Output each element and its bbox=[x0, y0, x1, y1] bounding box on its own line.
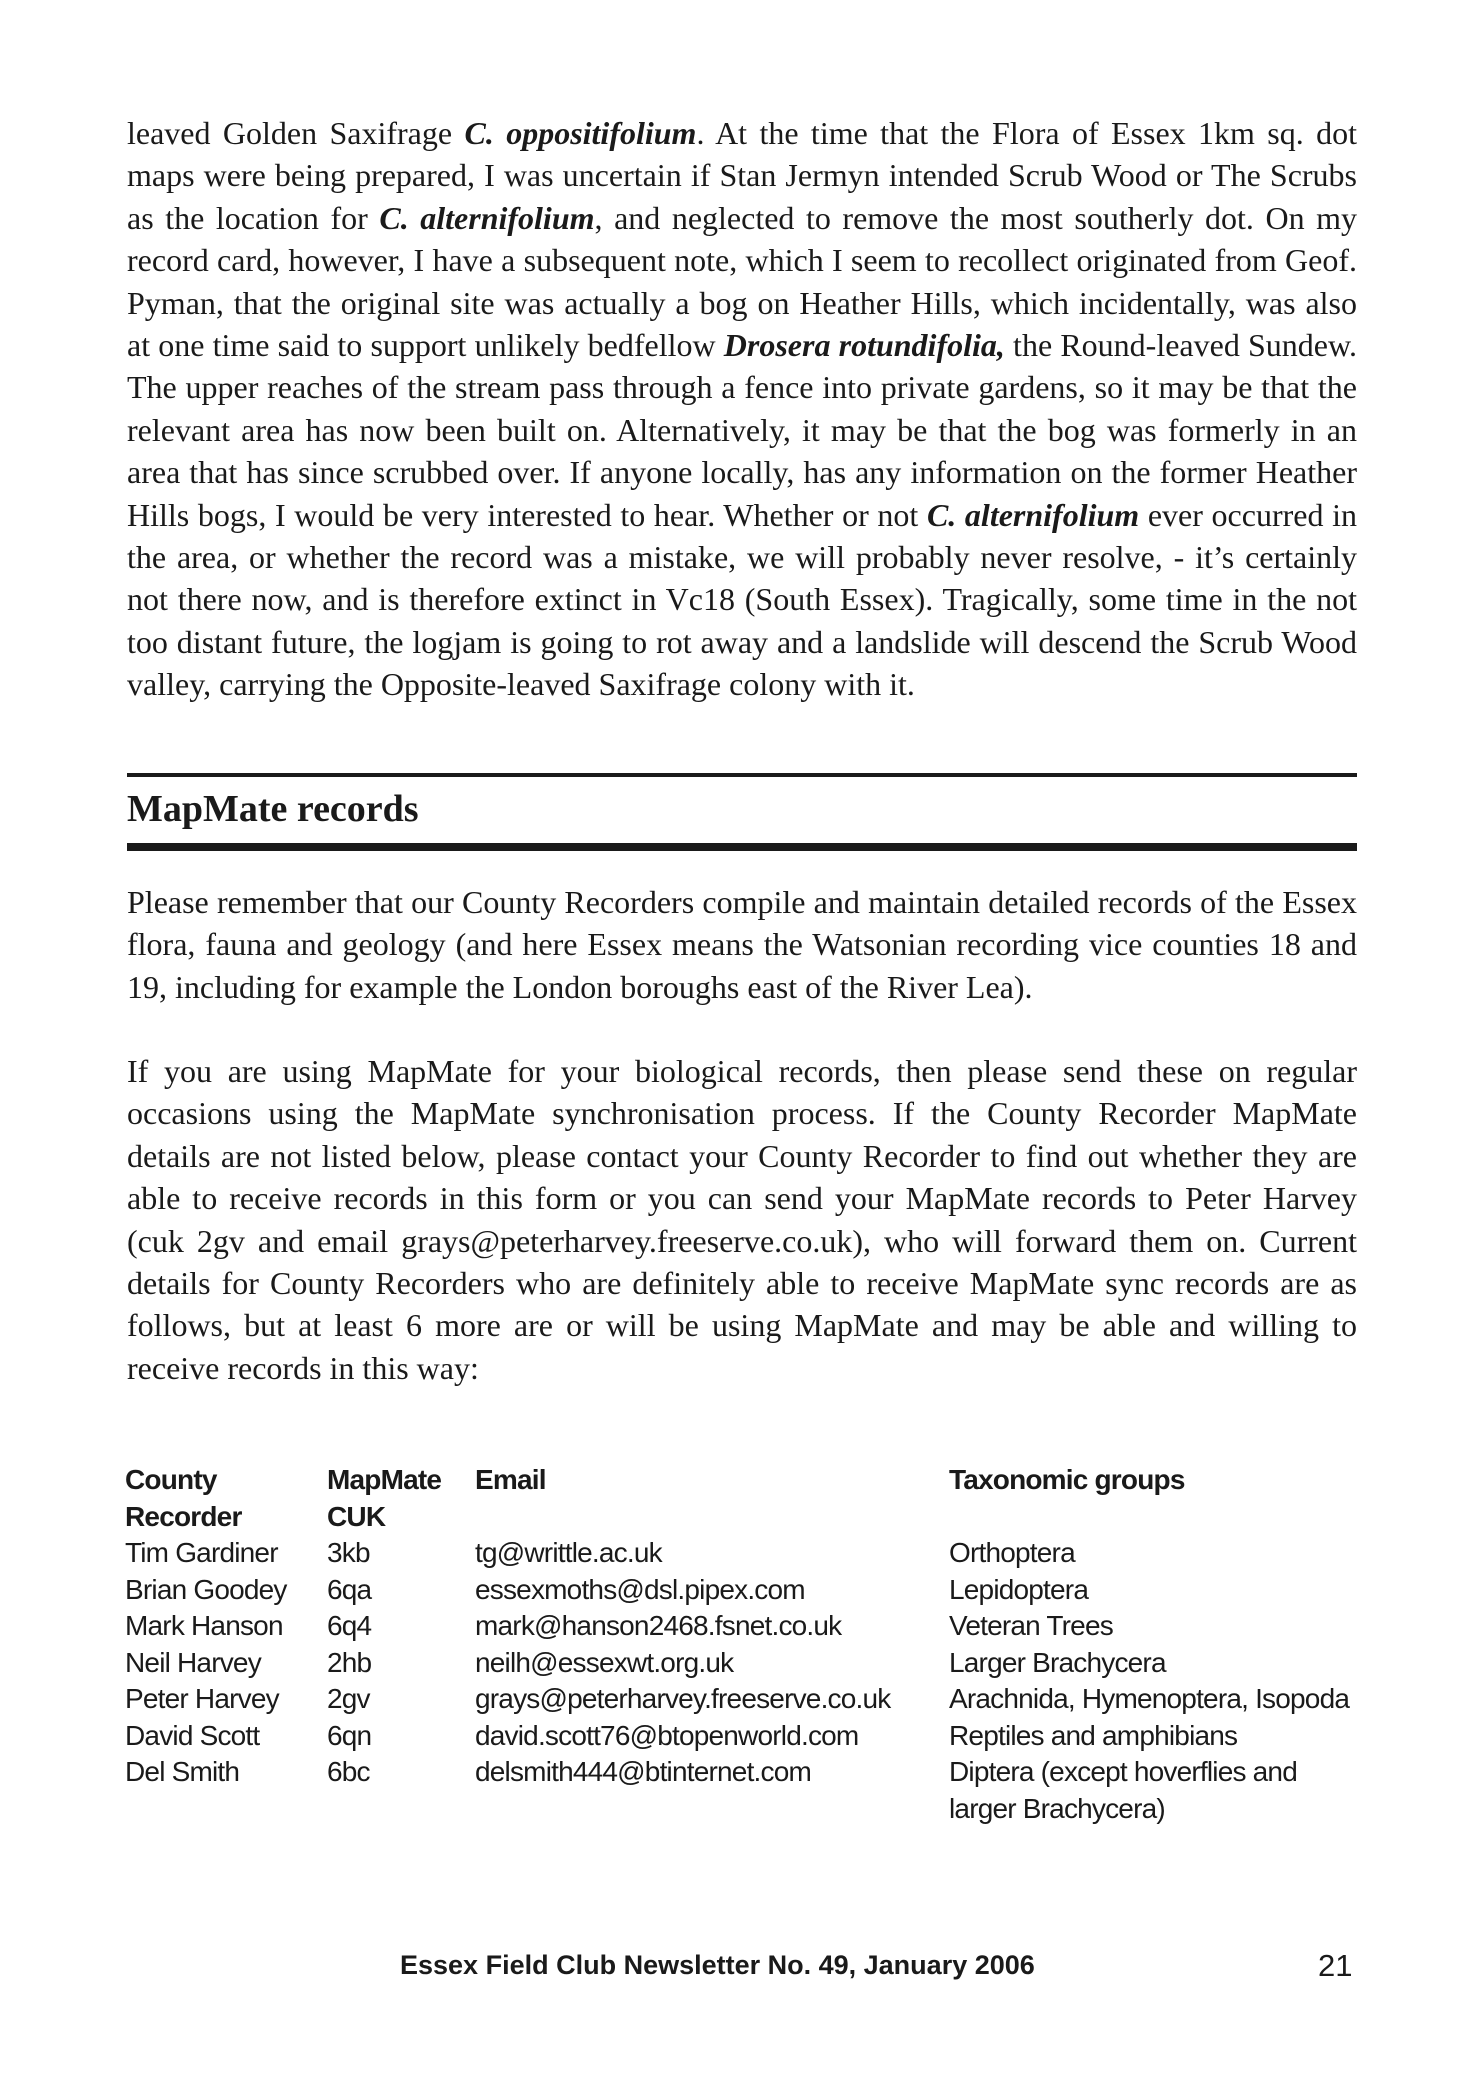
recorders-table bbox=[125, 1462, 1389, 1827]
recorder-cuk: 6qn bbox=[327, 1719, 372, 1751]
species-name: C. alternifolium bbox=[379, 199, 595, 236]
intro-text-2: . At the time that the Flora of Essex 1km sq. dot maps were being prepared, I was uncertain if Stan Jermyn intended Scrub Wood or The Scrubs as the location for bbox=[127, 115, 1358, 236]
col-header-cuk bbox=[327, 1462, 475, 1535]
species-name: Drosera rotundifolia, bbox=[723, 327, 1005, 364]
recorder-groups: Lepidoptera bbox=[949, 1573, 1089, 1605]
col-header-recorder bbox=[125, 1462, 327, 1535]
table-header-row bbox=[125, 1462, 1389, 1535]
heading-bottom-rule bbox=[127, 843, 1357, 851]
heading-top-rule bbox=[127, 773, 1357, 777]
recorder-groups-line1: Diptera (except hoverflies and bbox=[949, 1756, 1297, 1787]
recorder-email: delsmith444@btinternet.com bbox=[475, 1756, 812, 1787]
table-row bbox=[125, 1535, 1389, 1572]
col-header-recorder-line1: County bbox=[125, 1464, 217, 1495]
section-paragraph-2: If you are using MapMate for your biological records, then please send these on regular occasions using the MapMate synchronisation process. If the County Recorder MapMate details are not listed below, please contact your County Recorder to find out whether they are able to receive records in this form or you can send your MapMate records to Peter Harvey (cuk 2gv and email grays@peterharvey.freeserve.co.uk), who will forward them on. Current details for County Recorders who are definitely able to receive MapMate sync records are as follows, but at least 6 more are or will be using MapMate and may be able and willing to receive records in this way: bbox=[127, 1052, 1357, 1386]
species-name: C. alternifolium bbox=[926, 496, 1140, 533]
table-row bbox=[125, 1681, 1389, 1718]
recorder-email: essexmoths@dsl.pipex.com bbox=[475, 1573, 805, 1605]
intro-text-3: , and neglected to remove the most southerly dot. On my record card, however, I have a subsequent note, which I seem to recollect originated from Geof. Pyman, that the original site was actually a bog on Heather Hills, which incidentally, was also at one time said to support unlikely bedfellow bbox=[127, 199, 1358, 364]
recorder-name: Brian Goodey bbox=[125, 1573, 287, 1605]
recorder-email: david.scott76@btopenworld.com bbox=[475, 1719, 859, 1751]
article-body bbox=[127, 112, 1357, 1389]
recorder-groups: Larger Brachycera bbox=[949, 1646, 1166, 1678]
section-paragraph-1: Please remember that our County Recorders compile and maintain detailed records of the Essex flora, fauna and geology (and here Essex means the Watsonian recording vice counties 18 and 19, including for example the London boroughs east of the River Lea). bbox=[127, 883, 1357, 1005]
recorder-cuk: 2gv bbox=[327, 1683, 370, 1714]
recorder-cuk: 6qa bbox=[327, 1573, 372, 1605]
col-header-email: Email bbox=[475, 1464, 546, 1495]
recorder-groups: Arachnida, Hymenoptera, Isopoda bbox=[949, 1683, 1350, 1714]
newsletter-footer: Essex Field Club Newsletter No. 49, January 2006 bbox=[400, 1950, 1035, 1980]
recorder-groups: Reptiles and amphibians bbox=[949, 1719, 1238, 1751]
recorder-email: neilh@essexwt.org.uk bbox=[475, 1646, 734, 1678]
col-header-groups: Taxonomic groups bbox=[949, 1464, 1185, 1495]
table-row bbox=[125, 1572, 1389, 1609]
col-header-recorder-line2: Recorder bbox=[125, 1500, 242, 1532]
table-row bbox=[125, 1608, 1389, 1645]
recorder-groups: Veteran Trees bbox=[949, 1610, 1113, 1641]
recorder-cuk: 6q4 bbox=[327, 1610, 372, 1641]
page-number: 21 bbox=[1318, 1948, 1353, 1983]
table-row bbox=[125, 1645, 1389, 1682]
section-heading: MapMate records bbox=[127, 787, 419, 830]
recorder-name: Tim Gardiner bbox=[125, 1537, 278, 1568]
recorder-cuk: 2hb bbox=[327, 1646, 372, 1678]
col-header-cuk-line1: MapMate bbox=[327, 1464, 442, 1495]
recorder-name: Peter Harvey bbox=[125, 1683, 279, 1714]
recorder-email: tg@writtle.ac.uk bbox=[475, 1537, 662, 1568]
recorder-name: David Scott bbox=[125, 1719, 260, 1751]
recorder-cuk: 3kb bbox=[327, 1537, 370, 1568]
recorder-name: Del Smith bbox=[125, 1756, 240, 1787]
col-header-cuk-line2: CUK bbox=[327, 1500, 386, 1532]
table-row bbox=[125, 1718, 1389, 1755]
intro-paragraph bbox=[127, 112, 1357, 706]
intro-text-5: ever occurred in the area, or whether the record was a mistake, we will probably never resolve, - it’s certainly not there now, and is therefore extinct in Vc18 (South Essex). Tragically, some time in the not too distant future, the logjam is going to rot away and a landslide will descend the Scrub Wood valley, carrying the Opposite-leaved Saxifrage colony with it. bbox=[127, 496, 1358, 703]
table-row bbox=[125, 1754, 1389, 1827]
recorder-email: mark@hanson2468.fsnet.co.uk bbox=[475, 1610, 842, 1641]
recorder-cuk: 6bc bbox=[327, 1756, 370, 1787]
recorder-groups-line2: larger Brachycera) bbox=[949, 1792, 1165, 1824]
recorder-name: Neil Harvey bbox=[125, 1646, 261, 1678]
recorder-name: Mark Hanson bbox=[125, 1610, 283, 1641]
intro-text-4: the Round-leaved Sundew. The upper reaches of the stream pass through a fence into private gardens, so it may be that the relevant area has now been built on. Alternatively, it may be that the bog was formerly in an area that has since scrubbed over. If anyone locally, has any information on the former Heather Hills bogs, I would be very interested to hear. Whether or not bbox=[127, 327, 1358, 533]
recorder-email: grays@peterharvey.freeserve.co.uk bbox=[475, 1683, 891, 1714]
intro-text-1: leaved Golden Saxifrage bbox=[127, 115, 465, 151]
recorder-groups: Orthoptera bbox=[949, 1537, 1075, 1568]
species-name: C. oppositifolium bbox=[464, 115, 697, 151]
recorder-groups bbox=[949, 1754, 1389, 1827]
